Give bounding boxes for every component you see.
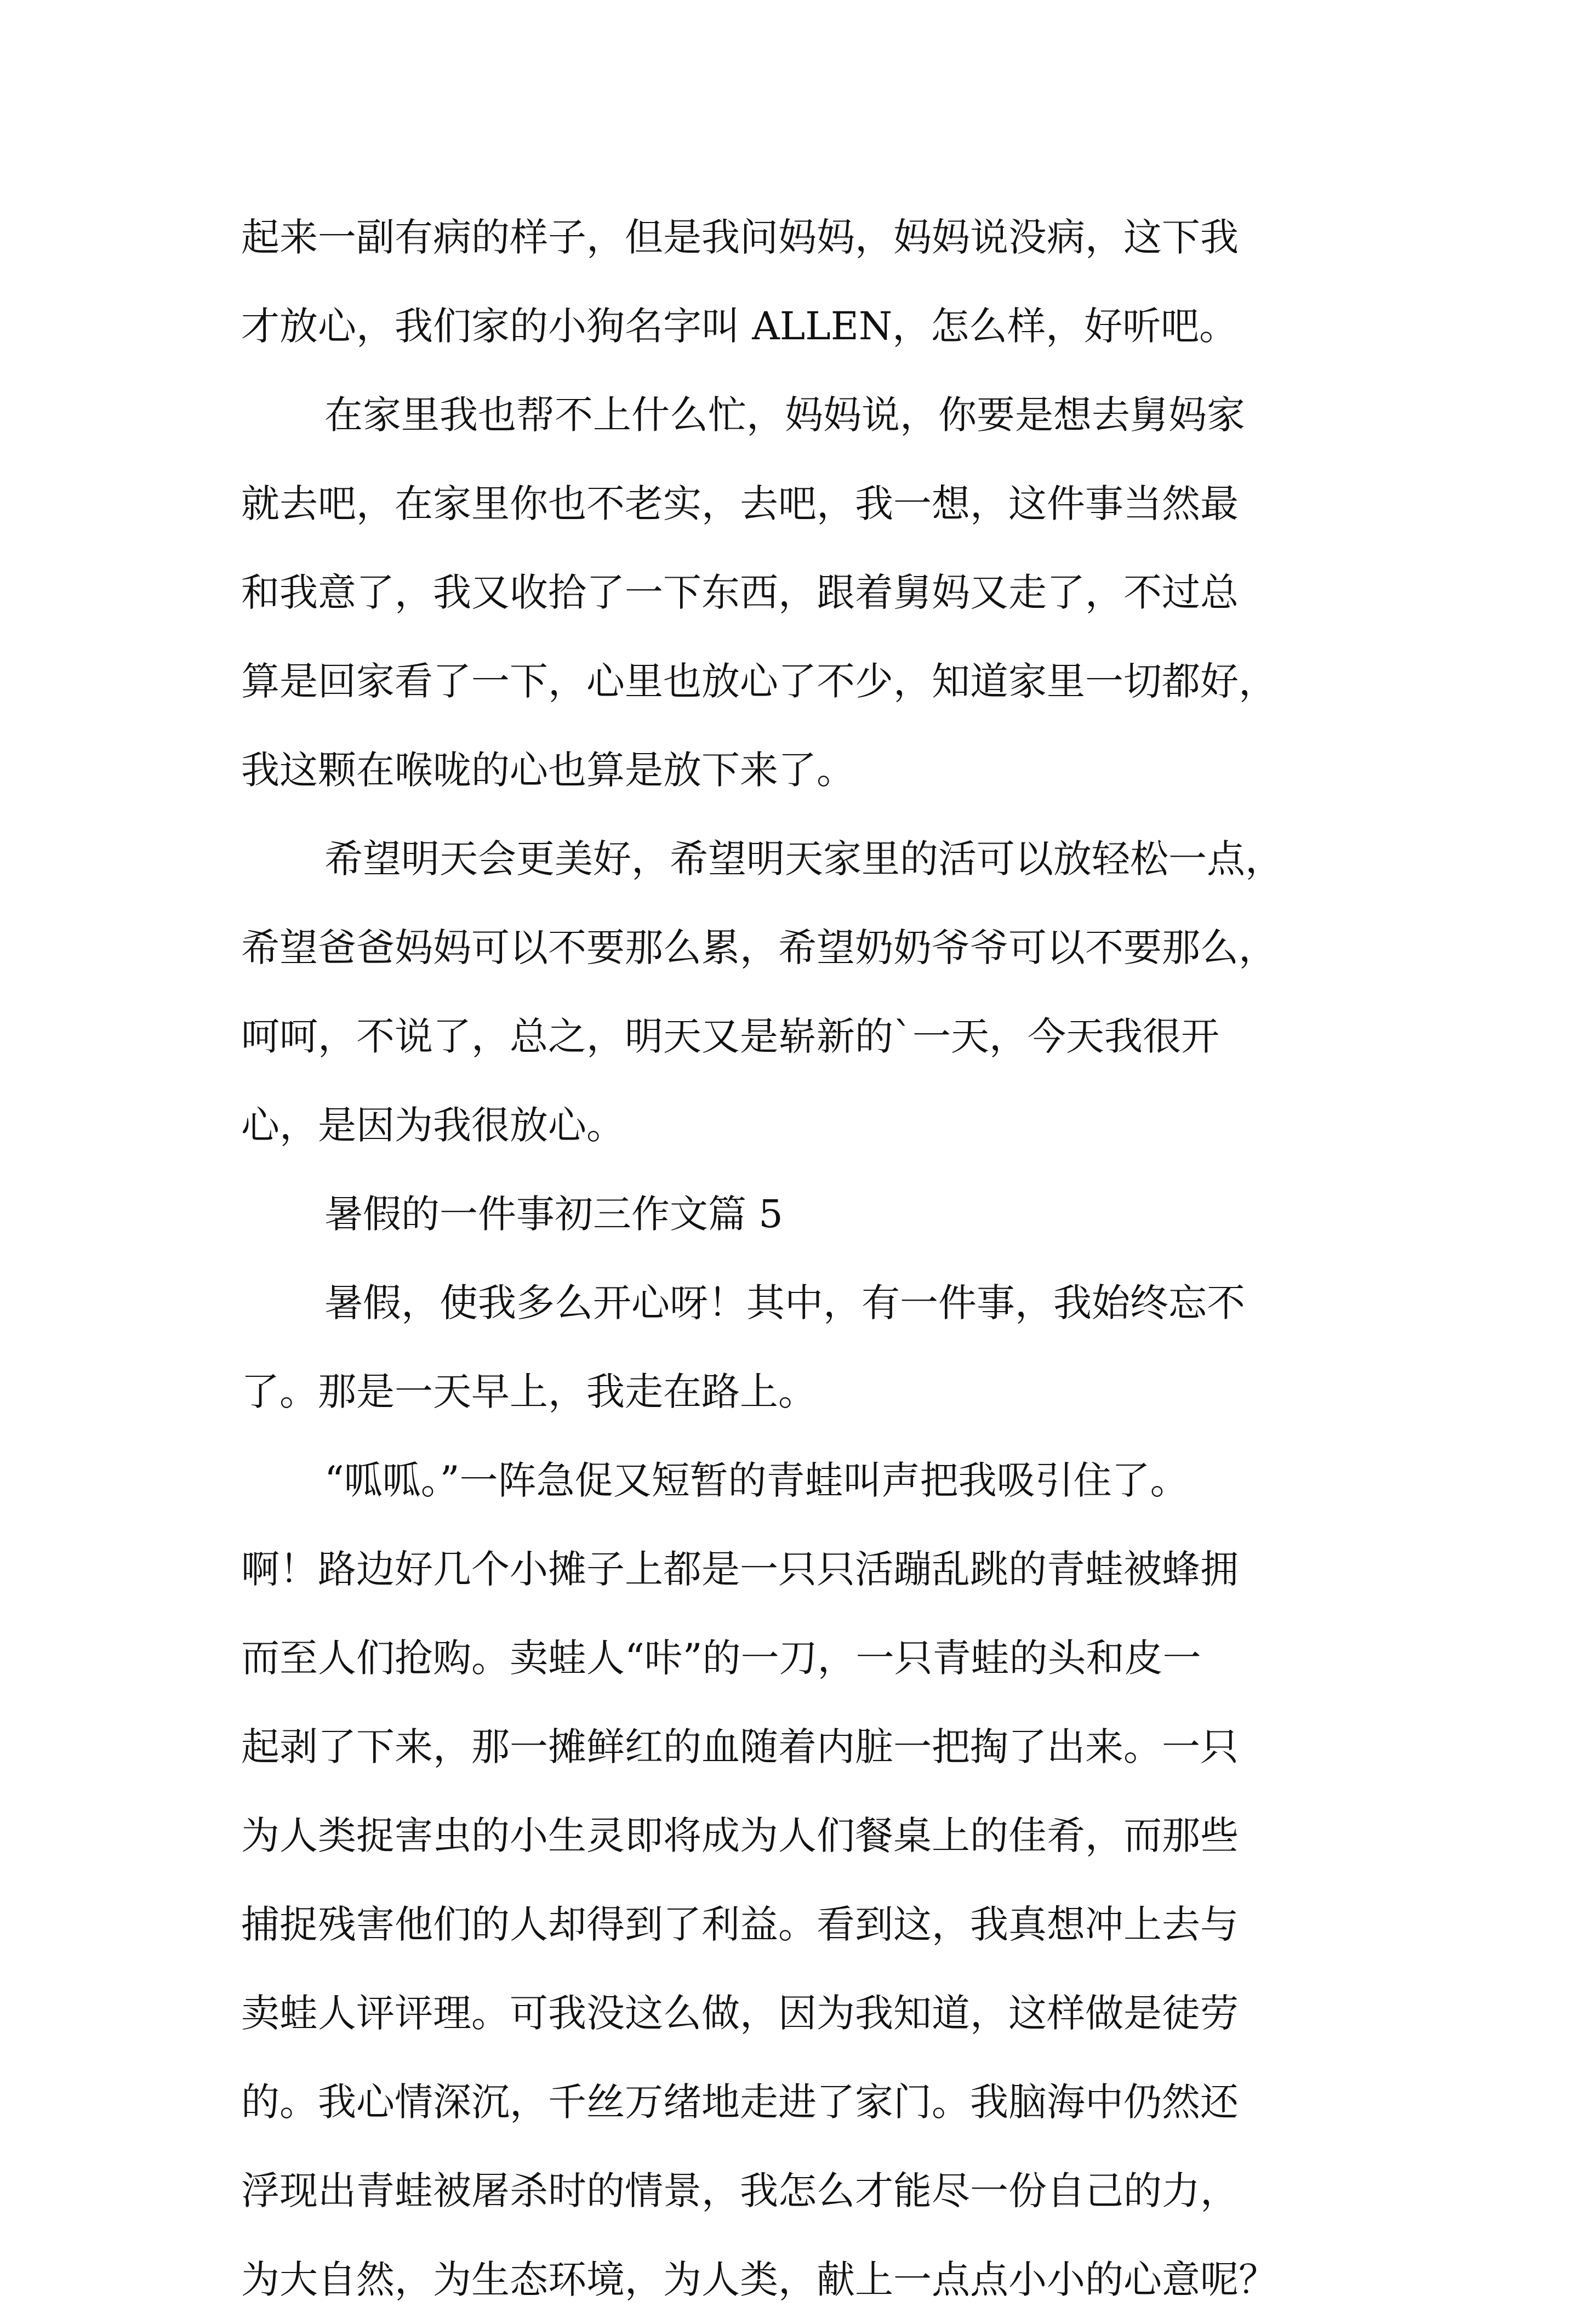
paragraph-start-line: “呱呱。”一阵急促又短暂的青蛙叫声把我吸引住了。 (324, 1458, 1189, 1503)
text-line: 为人类捉害虫的小生灵即将成为人们餐桌上的佳肴，而那些 (241, 1813, 1239, 1858)
text-line: 希望爸爸妈妈可以不要那么累，希望奶奶爷爷可以不要那么， (241, 925, 1277, 970)
document-body (241, 193, 1359, 2324)
text-line: 才放心，我们家的小狗名字叫 ALLEN，怎么样，好听吧。 (241, 304, 1238, 349)
paragraph-start-line: 暑假，使我多么开心呀！其中，有一件事，我始终忘不 (324, 1280, 1245, 1325)
text-line: 心，是因为我很放心。 (241, 1103, 625, 1148)
section-heading: 暑假的一件事初三作文篇 5 (324, 1192, 783, 1237)
text-line: 浮现出青蛙被屠杀时的情景，我怎么才能尽一份自己的力， (241, 2168, 1239, 2213)
text-line: 就去吧，在家里你也不老实，去吧，我一想，这件事当然最 (241, 481, 1239, 526)
paragraph-start-line: 希望明天会更美好，希望明天家里的活可以放轻松一点， (324, 836, 1283, 881)
text-line: 啊！路边好几个小摊子上都是一只只活蹦乱跳的青蛙被蜂拥 (241, 1547, 1239, 1592)
paragraph-start-line: 在家里我也帮不上什么忙，妈妈说，你要是想去舅妈家 (324, 392, 1245, 437)
text-line: 而至人们抢购。卖蛙人“咔”的一刀，一只青蛙的头和皮一 (241, 1636, 1201, 1681)
text-line: 起剥了下来，那一摊鲜红的血随着内脏一把掏了出来。一只 (241, 1724, 1239, 1769)
text-line: 为大自然，为生态环境，为人类，献上一点点小小的心意呢？ (241, 2257, 1277, 2302)
text-line: 的。我心情深沉，千丝万绪地走进了家门。我脑海中仍然还 (241, 2080, 1239, 2124)
text-line: 我这颗在喉咙的心也算是放下来了。 (241, 748, 855, 793)
text-line: 卖蛙人评评理。可我没这么做，因为我知道，这样做是徒劳 (241, 1991, 1239, 2036)
text-line: 起来一副有病的样子，但是我问妈妈，妈妈说没病，这下我 (241, 215, 1239, 260)
text-line: 和我意了，我又收拾了一下东西，跟着舅妈又走了，不过总 (241, 570, 1239, 615)
text-line: 算是回家看了一下，心里也放心了不少，知道家里一切都好， (241, 659, 1277, 704)
text-line: 呵呵，不说了，总之，明天又是崭新的`一天，今天我很开 (241, 1014, 1219, 1059)
text-line: 了。那是一天早上，我走在路上。 (241, 1369, 817, 1414)
text-line: 捕捉残害他们的人却得到了利益。看到这，我真想冲上去与 (241, 1902, 1239, 1947)
